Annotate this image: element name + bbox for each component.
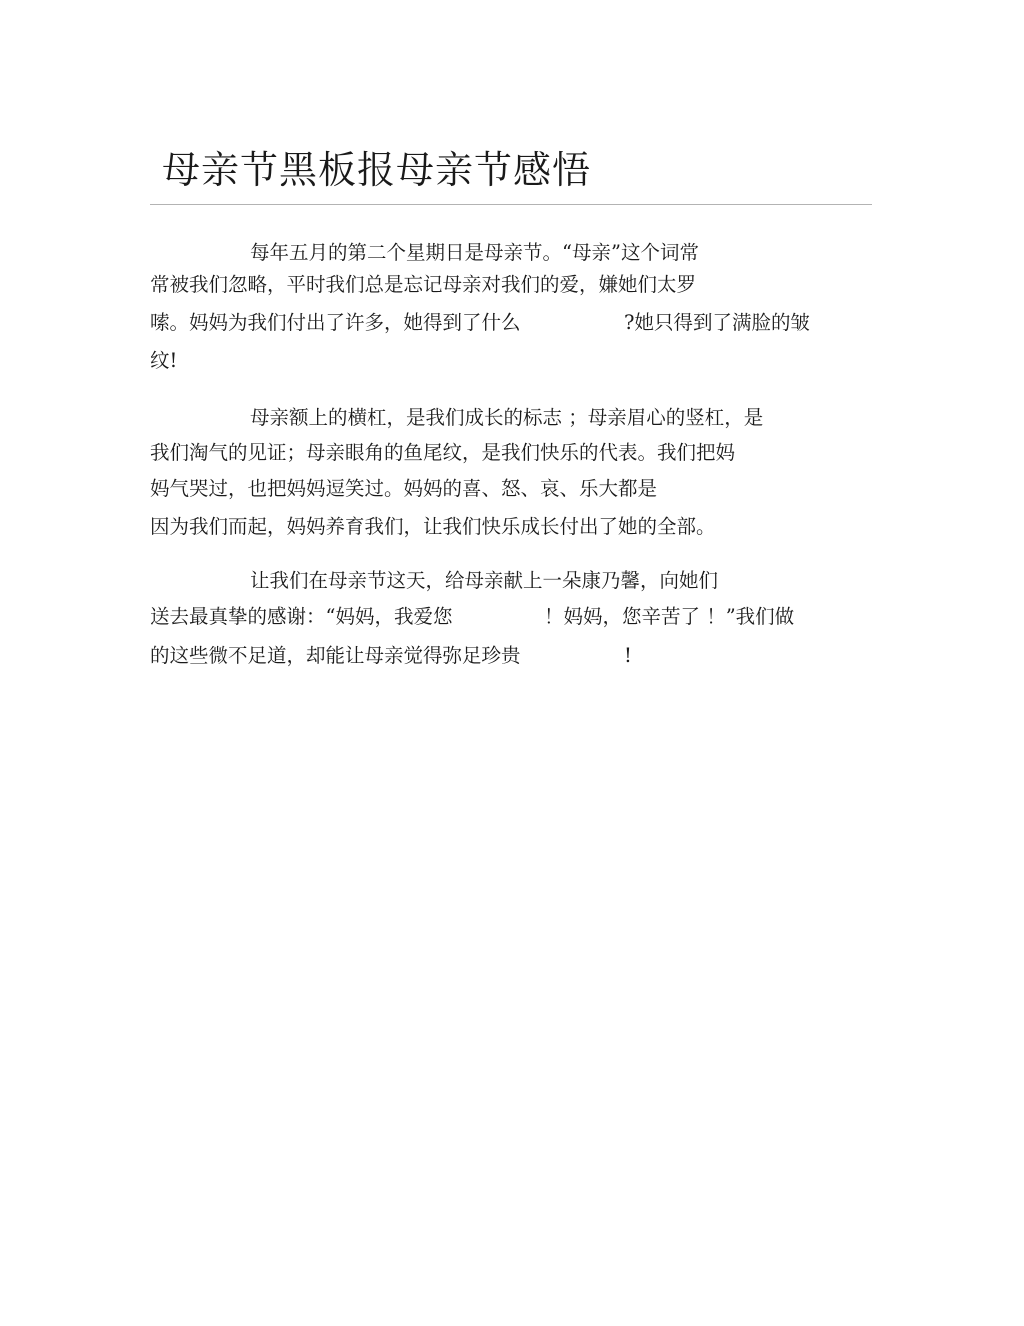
- paragraph-3-line-2a: 送去最真挚的感谢：“妈妈，我爱您: [150, 605, 453, 628]
- paragraph-2-line-1: 母亲额上的横杠，是我们成长的标志 ；母亲眉心的竖杠，是: [250, 406, 764, 429]
- paragraph-1-line-1: 每年五月的第二个星期日是母亲节。“母亲”这个词常: [250, 241, 699, 264]
- paragraph-1-line-4: 纹!: [150, 349, 178, 372]
- paragraph-1-line-2: 常被我们忽略，平时我们总是忘记母亲对我们的爱，嫌她们太罗: [150, 273, 697, 296]
- paragraph-1-line-3b: ?她只得到了满脸的皱: [624, 311, 810, 334]
- document-title: 母亲节黑板报母亲节感悟: [162, 148, 592, 192]
- paragraph-2-line-3: 妈气哭过，也把妈妈逗笑过。妈妈的喜、怒、哀、乐大都是: [150, 477, 658, 500]
- paragraph-1-line-3a: 嗦。妈妈为我们付出了许多，她得到了什么: [150, 311, 521, 334]
- title-divider: [150, 204, 872, 205]
- paragraph-2-line-4: 因为我们而起，妈妈养育我们，让我们快乐成长付出了她的全部。: [150, 515, 716, 538]
- paragraph-2-line-2: 我们淘气的见证；母亲眼角的鱼尾纹，是我们快乐的代表。我们把妈: [150, 441, 736, 464]
- paragraph-3-line-3a: 的这些微不足道，却能让母亲觉得弥足珍贵: [150, 644, 521, 667]
- paragraph-3-line-3b: !: [624, 644, 632, 667]
- paragraph-3-line-2b: ！妈妈，您辛苦了 ！”我们做: [544, 605, 795, 628]
- paragraph-3-line-1: 让我们在母亲节这天，给母亲献上一朵康乃馨，向她们: [250, 569, 719, 592]
